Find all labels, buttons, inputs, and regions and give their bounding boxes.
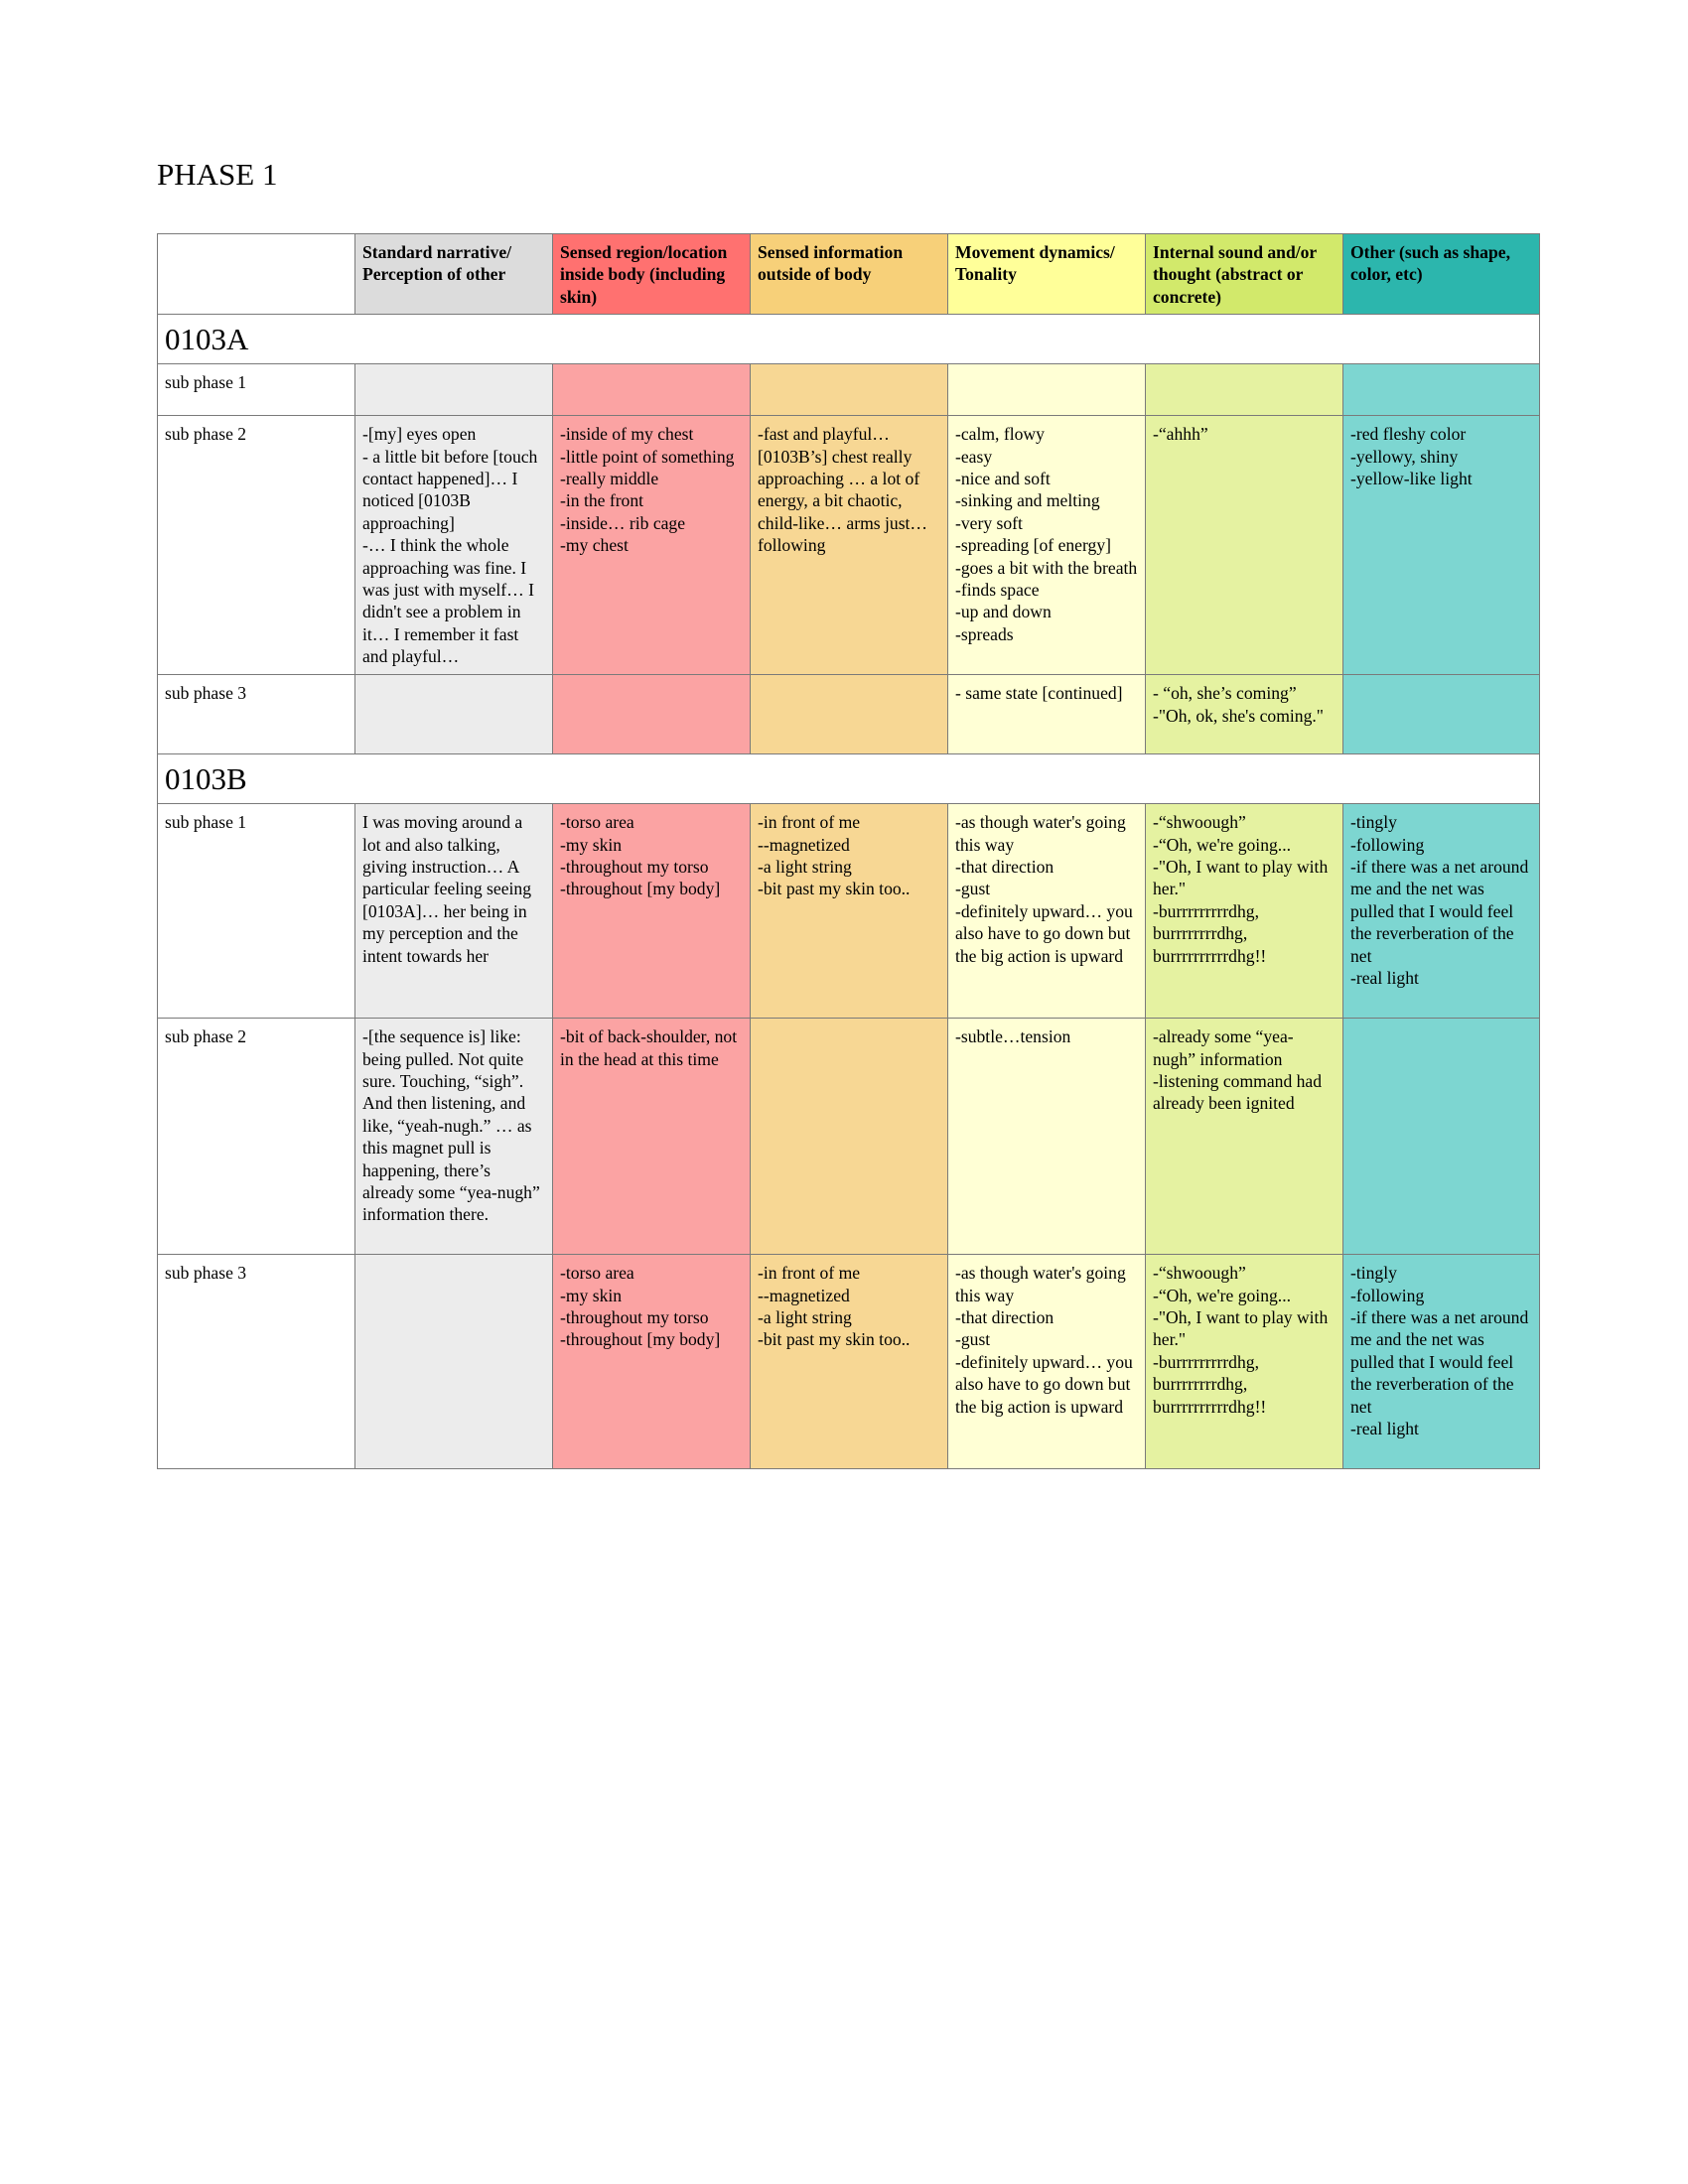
cell-other: -red fleshy color -yellowy, shiny -yellow-like light: [1343, 416, 1540, 675]
cell-sensed-inside: [553, 675, 751, 754]
cell-other: [1343, 364, 1540, 416]
cell-sensed-inside: [553, 364, 751, 416]
cell-movement: [948, 364, 1146, 416]
header-internal-sound: Internal sound and/or thought (abstract or concrete): [1146, 234, 1343, 315]
header-row: [158, 234, 1540, 315]
table-row: [158, 1255, 1540, 1469]
cell-internal-sound: -“ahhh”: [1146, 416, 1343, 675]
cell-narrative: I was moving around a lot and also talking, giving instruction… A particular feeling seeing [0103A]… her being in my perception and the intent towards her: [355, 804, 553, 1019]
cell-internal-sound: -“shwoough” -“Oh, we're going... -"Oh, I want to play with her." -burrrrrrrrrdhg, burrrrrrrrdhg, burrrrrrrrrrdhg!!: [1146, 1255, 1343, 1469]
section-title: 0103B: [158, 754, 1540, 804]
header-empty: [158, 234, 355, 315]
cell-narrative: -[my] eyes open - a little bit before [touch contact happened]… I noticed [0103B approaching] -… I think the whole approaching was fine. I was just with myself… I didn't see a problem in it… I remember it fast and playful…: [355, 416, 553, 675]
cell-other: [1343, 1019, 1540, 1255]
section-row: [158, 754, 1540, 804]
cell-sensed-outside: -in front of me --magnetized -a light string -bit past my skin too..: [751, 1255, 948, 1469]
header-narrative: Standard narrative/ Perception of other: [355, 234, 553, 315]
row-label: sub phase 1: [158, 364, 355, 416]
cell-movement: - same state [continued]: [948, 675, 1146, 754]
cell-other: -tingly -following -if there was a net around me and the net was pulled that I would feel the reverberation of the net -real light: [1343, 804, 1540, 1019]
cell-narrative: -[the sequence is] like: being pulled. Not quite sure. Touching, “sigh”. And then listening, and like, “yeah-nugh.” … as this magnet pull is happening, there’s already some “yea-nugh” information there.: [355, 1019, 553, 1255]
section-row: [158, 315, 1540, 364]
row-label: sub phase 3: [158, 1255, 355, 1469]
header-movement: Movement dynamics/ Tonality: [948, 234, 1146, 315]
cell-movement: -calm, flowy -easy -nice and soft -sinking and melting -very soft -spreading [of energy] -goes a bit with the breath -finds space -up and down -spreads: [948, 416, 1146, 675]
table-row: [158, 1019, 1540, 1255]
cell-narrative: [355, 364, 553, 416]
table-row: [158, 675, 1540, 754]
table-row: [158, 416, 1540, 675]
cell-sensed-inside: -inside of my chest -little point of something -really middle -in the front -inside… rib cage -my chest: [553, 416, 751, 675]
row-label: sub phase 3: [158, 675, 355, 754]
page-title: PHASE 1: [157, 157, 278, 192]
cell-sensed-outside: -in front of me --magnetized -a light string -bit past my skin too..: [751, 804, 948, 1019]
cell-movement: -subtle…tension: [948, 1019, 1146, 1255]
section-title: 0103A: [158, 315, 1540, 364]
cell-internal-sound: -already some “yea-nugh” information -listening command had already been ignited: [1146, 1019, 1343, 1255]
header-sensed-outside: Sensed information outside of body: [751, 234, 948, 315]
cell-narrative: [355, 1255, 553, 1469]
table-row: [158, 804, 1540, 1019]
cell-other: -tingly -following -if there was a net around me and the net was pulled that I would feel the reverberation of the net -real light: [1343, 1255, 1540, 1469]
cell-sensed-inside: -torso area -my skin -throughout my torso -throughout [my body]: [553, 1255, 751, 1469]
header-sensed-inside: Sensed region/location inside body (including skin): [553, 234, 751, 315]
header-other: Other (such as shape, color, etc): [1343, 234, 1540, 315]
cell-sensed-inside: -torso area -my skin -throughout my torso -throughout [my body]: [553, 804, 751, 1019]
cell-internal-sound: -“shwoough” -“Oh, we're going... -"Oh, I want to play with her." -burrrrrrrrrdhg, burrrrrrrrdhg, burrrrrrrrrrdhg!!: [1146, 804, 1343, 1019]
cell-internal-sound: - “oh, she’s coming” -"Oh, ok, she's coming.": [1146, 675, 1343, 754]
cell-sensed-outside: [751, 364, 948, 416]
cell-internal-sound: [1146, 364, 1343, 416]
cell-sensed-outside: -fast and playful… [0103B’s] chest really approaching … a lot of energy, a bit chaotic, child-like… arms just… following: [751, 416, 948, 675]
row-label: sub phase 1: [158, 804, 355, 1019]
cell-narrative: [355, 675, 553, 754]
cell-movement: -as though water's going this way -that direction -gust -definitely upward… you also have to go down but the big action is upward: [948, 804, 1146, 1019]
cell-other: [1343, 675, 1540, 754]
cell-sensed-outside: [751, 675, 948, 754]
cell-sensed-outside: [751, 1019, 948, 1255]
row-label: sub phase 2: [158, 416, 355, 675]
phase-table: [157, 233, 1540, 1469]
cell-sensed-inside: -bit of back-shoulder, not in the head at this time: [553, 1019, 751, 1255]
cell-movement: -as though water's going this way -that direction -gust -definitely upward… you also have to go down but the big action is upward: [948, 1255, 1146, 1469]
row-label: sub phase 2: [158, 1019, 355, 1255]
table-row: [158, 364, 1540, 416]
